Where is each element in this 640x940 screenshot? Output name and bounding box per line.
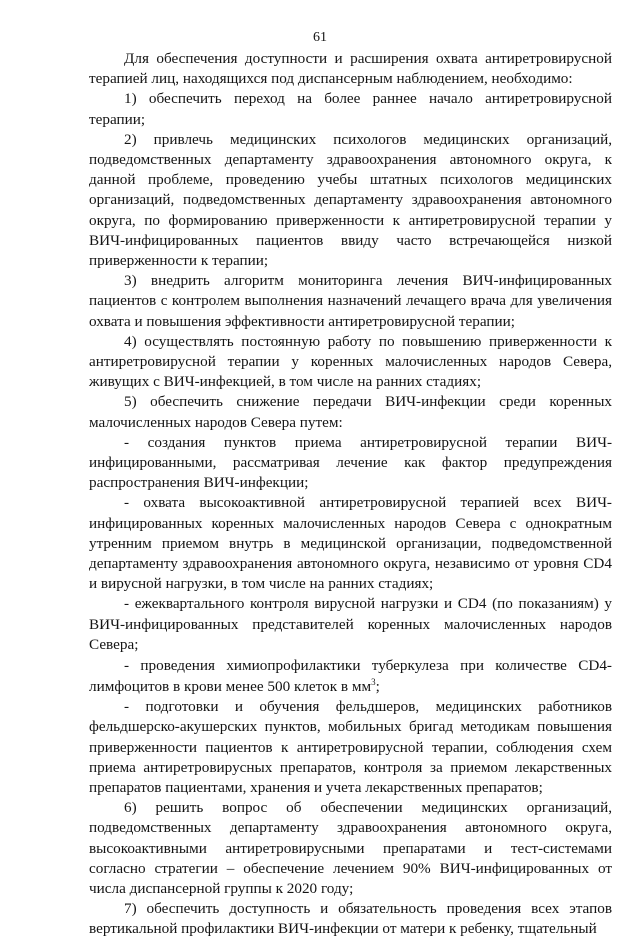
item-5-paragraph: 5) обеспечить снижение передачи ВИЧ-инфекции среди коренных малочисленных народов Севера путем: (89, 393, 612, 431)
subitem-monitoring-paragraph: - ежеквартального контроля вирусной нагрузки и CD4 (по показаниям) у ВИЧ-инфицированных представителей коренных малочисленных народов Севера; (89, 595, 612, 653)
page-number: 61 (313, 30, 327, 45)
item-7-paragraph: 7) обеспечить доступность и обязательность проведения всех этапов вертикальной профилактики ВИЧ-инфекции от матери к ребенку, тщательный (89, 900, 612, 938)
subitem-coverage-paragraph: - охвата высокоактивной антиретровирусной терапией всех ВИЧ-инфицированных коренных малочисленных народов Севера с однократным утренним приемом внутрь в медицинской организации, подведомственной департаменту здравоохранения автономного округа, независимо от уровня CD4 и вирусной нагрузки, в том числе на ранних стадиях; (89, 494, 612, 593)
item-3-paragraph: 3) внедрить алгоритм мониторинга лечения ВИЧ-инфицированных пациентов с контролем выполнения назначений лечащего врача для увеличения охвата и повышения эффективности антиретровирусной терапии; (89, 272, 612, 330)
item-2-paragraph: 2) привлечь медицинских психологов медицинских организаций, подведомственных департаменту здравоохранения автономного округа, к данной проблеме, проведению учебы штатных психологов медицинских организаций, подведомственных департаменту здравоохранения автономного округа, по формированию приверженности к антиретровирусной терапии у ВИЧ-инфицированных пациентов ввиду часто встречающейся низкой приверженности к терапии; (89, 130, 612, 270)
cubic-superscript: 3 (371, 677, 376, 688)
chemoprophylaxis-tail: ; (375, 678, 380, 696)
document-body (89, 49, 612, 940)
intro-paragraph: Для обеспечения доступности и расширения охвата антиретровирусной терапией лиц, находящихся под диспансерным наблюдением, необходимо: (89, 50, 612, 88)
chemoprophylaxis-text: - проведения химиопрофилактики туберкулеза при количестве CD4-лимфоцитов в крови менее 500 клеток в мм (89, 657, 612, 696)
subitem-points-paragraph: - создания пунктов приема антиретровирусной терапии ВИЧ-инфицированными, рассматривая лечение как фактор предупреждения распространения ВИЧ-инфекции; (89, 433, 612, 492)
subitem-chemoprophylaxis-paragraph (89, 655, 612, 697)
item-1-paragraph: 1) обеспечить переход на более раннее начало антиретровирусной терапии; (89, 90, 612, 128)
item-6-paragraph: 6) решить вопрос об обеспечении медицинских организаций, подведомственных департаменту здравоохранения автономного округа, высокоактивными антиретровирусными препаратами и тест-системами согласно стратегии – обеспечение лечением 90% ВИЧ-инфицированных от числа диспансерной группы к 2020 году; (89, 799, 612, 897)
subitem-training-paragraph: - подготовки и обучения фельдшеров, медицинских работников фельдшерско-акушерских пунктов, мобильных бригад методикам повышения приверженности пациентов к антиретровирусной терапии, соблюдения схем приема антиретровирусных препаратов, контроля за приемом лекарственных препаратов пациентами, хранения и учета лекарственных препаратов; (89, 698, 612, 796)
item-4-paragraph: 4) осуществлять постоянную работу по повышению приверженности к антиретровирусной терапии у коренных малочисленных народов Севера, живущих с ВИЧ-инфекцией, в том числе на ранних стадиях; (89, 332, 612, 391)
